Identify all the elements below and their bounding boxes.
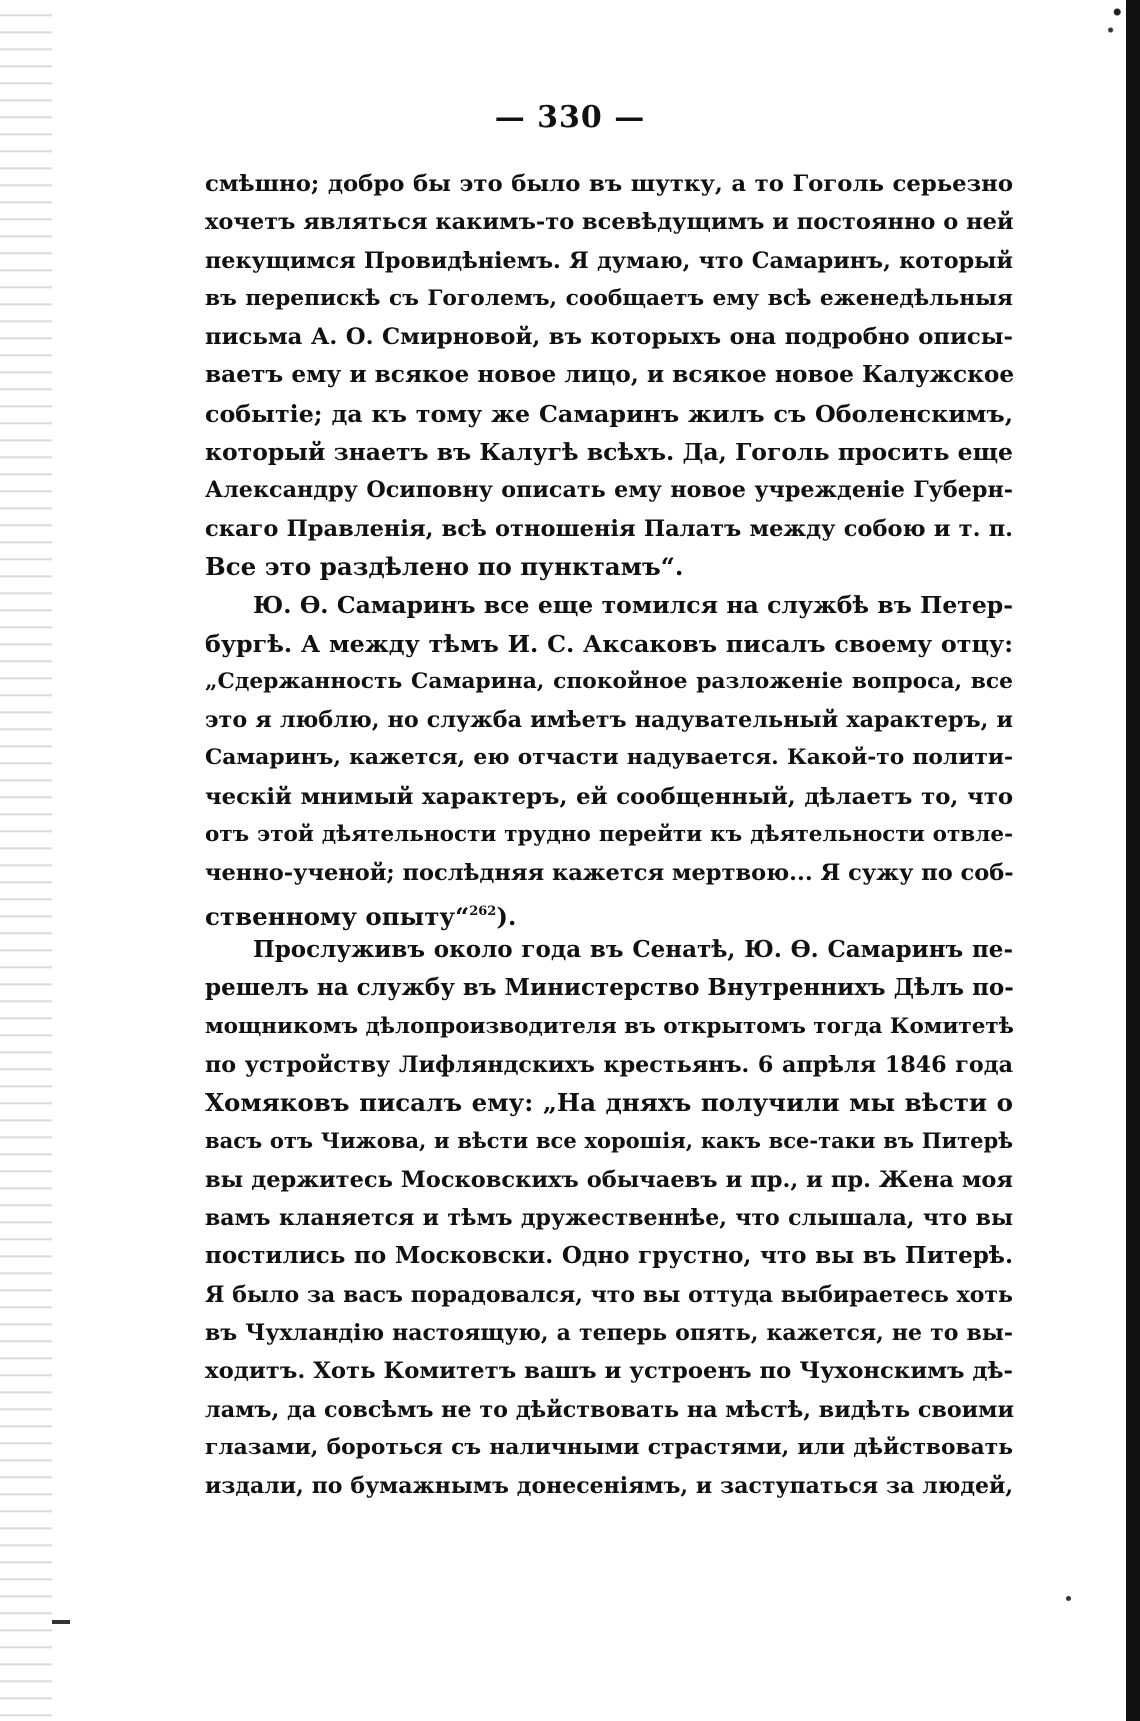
text-line xyxy=(205,1237,1013,1275)
text-line-content: ходитъ. Хоть Комитетъ вашъ и устроенъ по Чухонскимъ дѣ- xyxy=(205,1358,1013,1385)
text-line-content: Александру Осиповну описать ему новое учрежденіе Губерн- xyxy=(205,477,1013,504)
text-line-content: издали, по бумажнымъ донесеніямъ, и заступаться за людей, xyxy=(205,1473,1013,1500)
text-line-content: Ю. Ѳ. Самаринъ все еще томился на службѣ въ Петер- xyxy=(253,591,1013,620)
text-line xyxy=(205,242,1013,280)
text-line-content: скаго Правленія, всѣ отношенія Палатъ между собою и т. п. xyxy=(205,515,1013,542)
text-line xyxy=(205,663,1013,701)
text-line-content: решелъ на службу въ Министерство Внутреннихъ Дѣлъ по- xyxy=(205,974,1014,1002)
text-line-content: смѣшно; добро бы это было въ шутку, а то Гоголь серьезно xyxy=(205,171,1013,197)
text-line xyxy=(205,893,1013,931)
text-line xyxy=(205,203,1013,241)
text-line-content: письма А. О. Смирновой, въ которыхъ она подробно описы- xyxy=(205,324,1013,351)
text-line xyxy=(205,1391,1013,1429)
text-line xyxy=(205,1467,1013,1505)
text-line xyxy=(205,854,1013,892)
text-line-content: ламъ, да совсѣмъ не то дѣйствовать на мѣстѣ, видѣть своими xyxy=(205,1396,1014,1423)
text-line-content: Я было за васъ порадовался, что вы оттуда выбираетесь хоть xyxy=(205,1281,1013,1308)
footnote-marker: 262 xyxy=(469,903,497,919)
text-line xyxy=(205,356,1013,394)
text-line-content: въ Чухландію настоящую, а теперь опять, кажется, не то вы- xyxy=(205,1319,1013,1346)
text-line-content: Самаринъ, кажется, ею отчасти надувается. Какой-то полити- xyxy=(205,745,1013,771)
text-line xyxy=(205,625,1013,663)
text-line-content: вы держитесь Московскихъ обычаевъ и пр., и пр. Жена моя xyxy=(205,1166,1013,1193)
text-line xyxy=(205,816,1013,854)
text-line-content: ственному опыту“ xyxy=(205,901,470,931)
text-line xyxy=(205,548,1013,586)
text-line xyxy=(205,318,1013,356)
text-line-content: который знаетъ въ Калугѣ всѣхъ. Да, Гоголь просить еще xyxy=(205,438,1013,467)
text-line xyxy=(205,1008,1013,1046)
text-line-content: ческій мнимый характеръ, ей сообщенный, дѣлаетъ то, что xyxy=(205,783,1013,810)
scan-artifact-mark xyxy=(52,1620,70,1624)
text-line-content: постились по Московски. Одно грустно, что вы въ Питерѣ. xyxy=(205,1242,1013,1270)
text-line-content: васъ отъ Чижова, и вѣсти все хорошія, какъ все-таки въ Питерѣ xyxy=(205,1128,1013,1154)
text-line-content: Прослуживъ около года въ Сенатѣ, Ю. Ѳ. Самаринъ пе- xyxy=(253,935,1013,963)
scan-artifact-dot xyxy=(1066,1596,1071,1601)
text-line xyxy=(205,1352,1013,1390)
text-line-content: пекущимся Провидѣніемъ. Я думаю, что Самаринъ, который xyxy=(205,247,1013,274)
scan-left-edge-noise xyxy=(0,0,52,1721)
text-line-content: мощникомъ дѣлопроизводителя въ открытомъ тогда Комитетѣ xyxy=(205,1013,1014,1039)
body-text xyxy=(205,165,1013,1505)
text-line-content: Хомяковъ писалъ ему: „На дняхъ получили мы вѣсти о xyxy=(205,1088,1013,1118)
text-line xyxy=(205,931,1013,969)
text-line-content: Все это раздѣлено по пунктамъ“. xyxy=(205,551,684,581)
text-line-content: бургѣ. А между тѣмъ И. С. Аксаковъ писалъ своему отцу: xyxy=(205,629,1013,658)
text-line xyxy=(205,471,1013,509)
text-line-content: по устройству Лифляндскихъ крестьянъ. 6 апрѣля 1846 года xyxy=(205,1051,1013,1078)
text-line xyxy=(205,1084,1013,1122)
text-line xyxy=(205,510,1013,548)
text-line-content: „Сдержанность Самарина, спокойное разложеніе вопроса, все xyxy=(205,668,1013,694)
text-line xyxy=(205,969,1013,1007)
text-line xyxy=(205,586,1013,624)
text-line xyxy=(205,1429,1013,1467)
text-line xyxy=(205,778,1013,816)
text-line xyxy=(205,1161,1013,1199)
text-line-content: вамъ кланяется и тѣмъ дружественнѣе, что слышала, что вы xyxy=(205,1205,1013,1232)
text-line xyxy=(205,165,1013,203)
text-line-content: ченно-ученой; послѣдняя кажется мертвою... Я сужу по соб- xyxy=(205,860,1014,887)
scan-right-edge-shadow xyxy=(1126,0,1140,1721)
text-line xyxy=(205,280,1013,318)
text-line xyxy=(205,1276,1013,1314)
text-line-tail: ). xyxy=(496,901,517,931)
text-line xyxy=(205,1122,1013,1160)
text-line xyxy=(205,1199,1013,1237)
text-line-content: глазами, бороться съ наличными страстями, или дѣйствовать xyxy=(205,1434,1013,1460)
text-line-content: въ перепискѣ съ Гоголемъ, сообщаетъ ему всѣ еженедѣльныя xyxy=(205,285,1013,311)
text-line xyxy=(205,701,1013,739)
text-line xyxy=(205,395,1013,433)
text-line-content: отъ этой дѣятельности трудно перейти къ дѣятельности отвле- xyxy=(205,822,1013,848)
text-line-content: хочетъ являться какимъ-то всевѣдущимъ и постоянно о ней xyxy=(205,209,1014,236)
text-line xyxy=(205,739,1013,777)
text-line xyxy=(205,1314,1013,1352)
text-line xyxy=(205,1046,1013,1084)
text-line xyxy=(205,433,1013,471)
text-line-content: ваетъ ему и всякое новое лицо, и всякое новое Калужское xyxy=(205,361,1015,389)
text-line-content: событіе; да къ тому же Самаринъ жилъ съ Оболенскимъ, xyxy=(205,399,1013,428)
page-number: — 330 — xyxy=(494,100,646,135)
text-line-content: это я люблю, но служба имѣетъ надувательный характеръ, и xyxy=(205,707,1013,734)
